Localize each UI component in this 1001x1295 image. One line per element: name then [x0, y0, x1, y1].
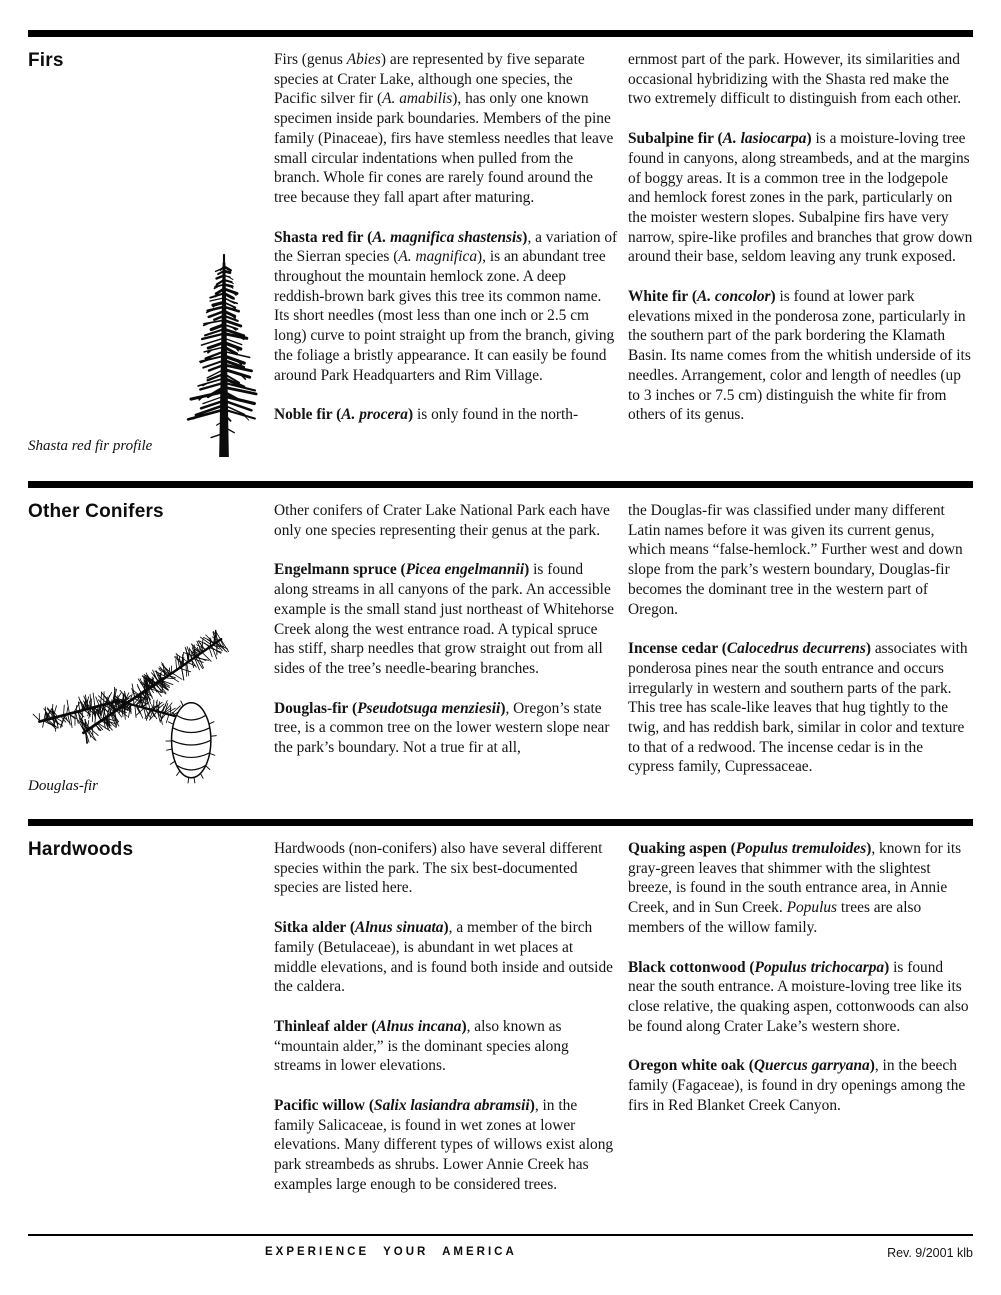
text-run: Alnus sinuata: [354, 919, 444, 937]
text-run: Picea engelmannii: [405, 561, 525, 579]
paragraph: [628, 50, 973, 109]
hardwoods-label-column: [28, 839, 265, 1210]
section-divider-bar: [28, 819, 973, 826]
fir-illustration-block: [28, 251, 265, 457]
text-run: ): [500, 699, 506, 717]
other-conifers-heading: Other Conifers: [28, 501, 164, 522]
text-run: , Oregon’s state tree, is a common tree on the lower western slope near the park’s boundary. Not a true fir at all,: [274, 699, 610, 757]
text-run: Other conifers of Crater Lake National Park each have only one species representing their genus at the park.: [274, 502, 610, 539]
hardwoods-heading: Hardwoods: [28, 839, 134, 860]
text-run: Pacific willow (: [274, 1097, 375, 1115]
paragraph: [274, 50, 619, 208]
text-run: Shasta red fir (: [274, 228, 373, 246]
conifers-text-column-2: [628, 501, 973, 795]
text-run: ): [770, 288, 776, 306]
text-run: trees are also members of the willow family.: [628, 899, 922, 936]
text-run: Quaking aspen (: [628, 840, 736, 857]
text-run: ): [443, 919, 449, 937]
text-run: White fir (: [628, 288, 697, 306]
text-run: , in the family Salicaceae, is found in wet zones at lower elevations. Many different types of willows exist along park streambeds as shrubs. Lower Annie Creek has examples large enough to be considered trees.: [274, 1097, 614, 1193]
text-run: Salix lasiandra abramsii: [374, 1097, 530, 1115]
text-run: ), is an abundant tree throughout the mountain hemlock zone. A deep reddish-brown bark gives this tree its common name. Its short needles (most less than one inch or 2.5 cm long) curve to point straight up from the branch, giving the foliage a bristly appearance. It can easily be found around Park Headquarters and Rim Village.: [274, 248, 615, 384]
paragraph: [274, 699, 619, 758]
paragraph: [274, 918, 619, 997]
text-run: ) are represented by five separate species at Crater Lake, although one species, the Pacific silver fir (: [274, 51, 585, 108]
page-footer: [28, 1236, 973, 1260]
paragraph: [628, 287, 973, 425]
firs-text-column-2: [628, 50, 973, 457]
fir-illustration-caption: Shasta red fir profile: [28, 438, 153, 454]
text-run: Noble fir (: [274, 406, 342, 424]
text-run: ), has only one known specimen inside park boundaries. Members of the pine family (Pinaceae), firs have stemless needles that leave small circular indentations when pulled from the branch. Whole fir cones are rarely found around the tree because they fall apart after maturing.: [274, 90, 614, 206]
paragraph: [274, 405, 619, 425]
text-run: Alnus incana: [376, 1017, 462, 1035]
footer-tagline: EXPERIENCE YOUR AMERICA: [265, 1246, 517, 1258]
text-run: Pseudotsuga menziesii: [357, 699, 501, 717]
text-run: A. magnifica: [398, 248, 478, 266]
text-run: ): [866, 840, 872, 857]
branch-illustration-block: [28, 611, 265, 795]
text-run: ): [524, 561, 530, 579]
paragraph: [274, 1017, 619, 1076]
firs-label-column: [28, 50, 265, 457]
text-run: , a member of the birch family (Betulaceae), is abundant in wet places at middle elevations, and is found both inside and outside the caldera.: [274, 919, 613, 996]
text-run: Hardwoods (non-conifers) also have several different species within the park. The six best-documented species are listed here.: [274, 840, 603, 897]
text-run: A. concolor: [696, 288, 771, 306]
paragraph: [274, 228, 619, 386]
firs-heading: Firs: [28, 50, 64, 71]
section-firs: [28, 37, 973, 481]
top-divider-bar: [28, 30, 973, 37]
firs-text-column-1: [274, 50, 619, 457]
douglas-fir-branch-illustration: [28, 611, 242, 789]
text-run: , a variation of the Sierran species (: [274, 228, 618, 266]
text-run: A. lasiocarpa: [722, 130, 807, 148]
text-run: A. procera: [341, 406, 408, 424]
paragraph: [628, 839, 973, 938]
text-run: Quercus garryana: [753, 1057, 870, 1075]
section-hardwoods: [28, 826, 973, 1234]
text-run: ): [529, 1097, 535, 1115]
paragraph: [274, 560, 619, 678]
text-run: associates with ponderosa pines near the south entrance and occurs irregularly in western and southern parts of the park. This tree has scale-like leaves that hug tightly to the twig, and has reddish bark, similar in color and texture to that of a redwood. The incense cedar is in the cypress family, Cupressaceae.: [628, 640, 968, 776]
text-run: , in the beech family (Fagaceae), is found in dry openings among the firs in Red Blanket Creek Canyon.: [628, 1057, 966, 1114]
text-run: ): [865, 640, 871, 658]
text-run: ernmost part of the park. However, its similarities and occasional hybridizing with the Shasta red make the two extremely difficult to distinguish from each other.: [628, 51, 962, 108]
text-run: Calocedrus decurrens: [726, 640, 866, 658]
text-run: ): [522, 228, 528, 246]
text-run: ): [407, 406, 414, 424]
text-run: ): [884, 958, 890, 976]
conifers-text-column-1: [274, 501, 619, 795]
text-run: Engelmann spruce (: [274, 561, 406, 579]
text-run: Douglas-fir (: [274, 699, 358, 717]
text-run: Abies: [346, 51, 381, 68]
shasta-red-fir-illustration: [185, 251, 263, 457]
section-divider-bar: [28, 481, 973, 488]
text-run: Sitka alder (: [274, 919, 355, 937]
text-run: is only found in the north-: [413, 406, 579, 424]
paragraph: [628, 129, 973, 267]
text-run: Firs (genus: [274, 51, 347, 68]
text-run: , known for its gray-green leaves that shimmer with the slightest breeze, is found in the south entrance area, in Annie Creek, and in Sun Creek.: [628, 840, 962, 917]
text-run: is found near the south entrance. A moisture-loving tree like its close relative, the quaking aspen, cottonwoods can also be found along Crater Lake’s western shore.: [628, 958, 969, 1035]
paragraph: [628, 639, 973, 777]
text-run: , also known as “mountain alder,” is the dominant species along streams in lower elevations.: [274, 1017, 569, 1075]
paragraph: [628, 1056, 973, 1115]
text-run: Subalpine fir (: [628, 130, 723, 148]
branch-illustration-caption: Douglas-fir: [28, 778, 99, 794]
text-run: A. magnifica shastensis: [372, 228, 523, 246]
paragraph: [274, 839, 619, 898]
text-run: is a moisture-loving tree found in canyons, along streambeds, and at the margins of boggy areas. It is a common tree in the lodgepole and hemlock forest zones in the park, particularly on the moister western slopes. Subalpine firs have very narrow, spire-like profiles and branches that grow down around their base, seldom leaving any trunk exposed.: [628, 130, 973, 266]
text-run: Incense cedar (: [628, 640, 727, 658]
section-other-conifers: [28, 488, 973, 819]
text-run: Populus: [786, 899, 838, 917]
text-run: ): [869, 1057, 875, 1075]
text-run: is found at lower park elevations mixed in the ponderosa zone, particularly in the southern part of the park bordering the Klamath Basin. Its name comes from the whitish underside of its needles. Arrangement, color and length of needles (up to 3 inches or 7.5 cm) distinguish the white fir from others of its genus.: [628, 288, 971, 424]
paragraph: [628, 501, 973, 619]
text-run: A. amabilis: [382, 90, 453, 108]
text-run: Populus trichocarpa: [754, 958, 885, 976]
text-run: Oregon white oak (: [628, 1057, 754, 1075]
text-run: the Douglas-fir was classified under many different Latin names before it was given its current genus, which means “false-hemlock.” Further west and down slope from the park’s western boundary, Douglas-fir becomes the dominant tree in the western part of Oregon.: [628, 502, 963, 618]
text-run: ): [806, 130, 812, 148]
footer-revision: Rev. 9/2001 klb: [887, 1246, 973, 1260]
text-run: ): [461, 1017, 467, 1035]
paragraph: [274, 1096, 619, 1195]
text-run: Thinleaf alder (: [274, 1017, 377, 1035]
hardwoods-text-column-1: [274, 839, 619, 1210]
paragraph: [628, 958, 973, 1037]
text-run: is found along streams in all canyons of the park. An accessible example is the small stand just northeast of Whitehorse Creek along the west entrance road. A typical spruce has stiff, sharp needles that grow straight out from all sides of the tree’s needle-bearing branches.: [274, 561, 614, 677]
hardwoods-text-column-2: [628, 839, 973, 1210]
text-run: Populus tremuloides: [735, 840, 867, 857]
text-run: Black cottonwood (: [628, 958, 755, 976]
paragraph: [274, 501, 619, 540]
conifers-label-column: [28, 501, 265, 795]
